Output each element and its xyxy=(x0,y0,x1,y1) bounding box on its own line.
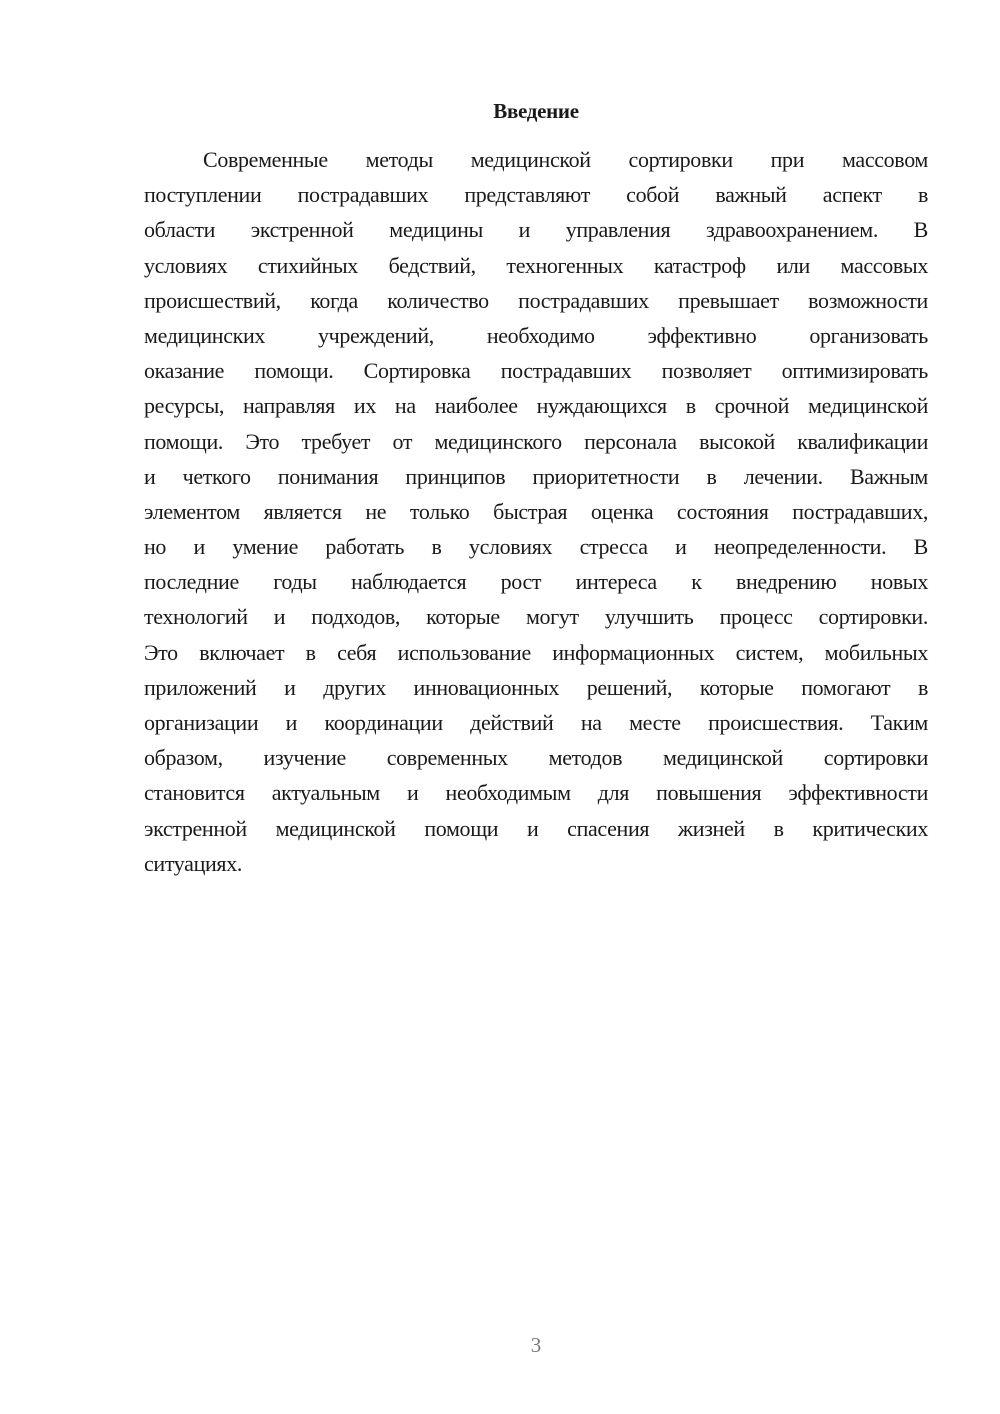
paragraph-line: организации и координации действий на месте происшествия. Таким xyxy=(144,710,928,735)
paragraph-line: области экстренной медицины и управления здравоохранением. В xyxy=(144,217,928,243)
paragraph-line: помощи. Это требует от медицинского персонала высокой квалификации xyxy=(144,428,928,454)
paragraph-line: приложений и других инновационных решений, которые помогают в xyxy=(144,674,928,700)
paragraph-line: Современные методы медицинской сортировки при массовом xyxy=(203,147,928,172)
paragraph-line: оказание помощи. Сортировка пострадавших позволяет оптимизировать xyxy=(144,358,928,384)
section-heading: Введение xyxy=(493,99,579,123)
paragraph-line: но и умение работать в условиях стресса и неопределенности. В xyxy=(144,534,928,560)
body-paragraph xyxy=(144,142,928,881)
paragraph-line: образом, изучение современных методов медицинской сортировки xyxy=(144,745,928,771)
paragraph-line: экстренной медицинской помощи и спасения жизней в критических xyxy=(144,815,928,841)
paragraph-line: ситуациях. xyxy=(144,850,243,876)
paragraph-line: становится актуальным и необходимым для повышения эффективности xyxy=(144,780,928,806)
paragraph-line: условиях стихийных бедствий, техногенных катастроф или массовых xyxy=(144,252,928,278)
paragraph-line: технологий и подходов, которые могут улучшить процесс сортировки. xyxy=(144,604,928,630)
paragraph-line: ресурсы, направляя их на наиболее нуждающихся в срочной медицинской xyxy=(144,393,928,419)
paragraph-line: элементом является не только быстрая оценка состояния пострадавших, xyxy=(144,498,928,524)
paragraph-line: последние годы наблюдается рост интереса к внедрению новых xyxy=(144,569,928,595)
paragraph-line: Это включает в себя использование информационных систем, мобильных xyxy=(144,639,928,665)
paragraph-line: поступлении пострадавших представляют собой важный аспект в xyxy=(144,182,928,208)
paragraph-line: и четкого понимания принципов приоритетности в лечении. Важным xyxy=(144,463,928,489)
paragraph-line: происшествий, когда количество пострадавших превышает возможности xyxy=(144,287,928,313)
page-number: 3 xyxy=(530,1333,542,1357)
paragraph-line: медицинских учреждений, необходимо эффективно организовать xyxy=(144,322,928,348)
